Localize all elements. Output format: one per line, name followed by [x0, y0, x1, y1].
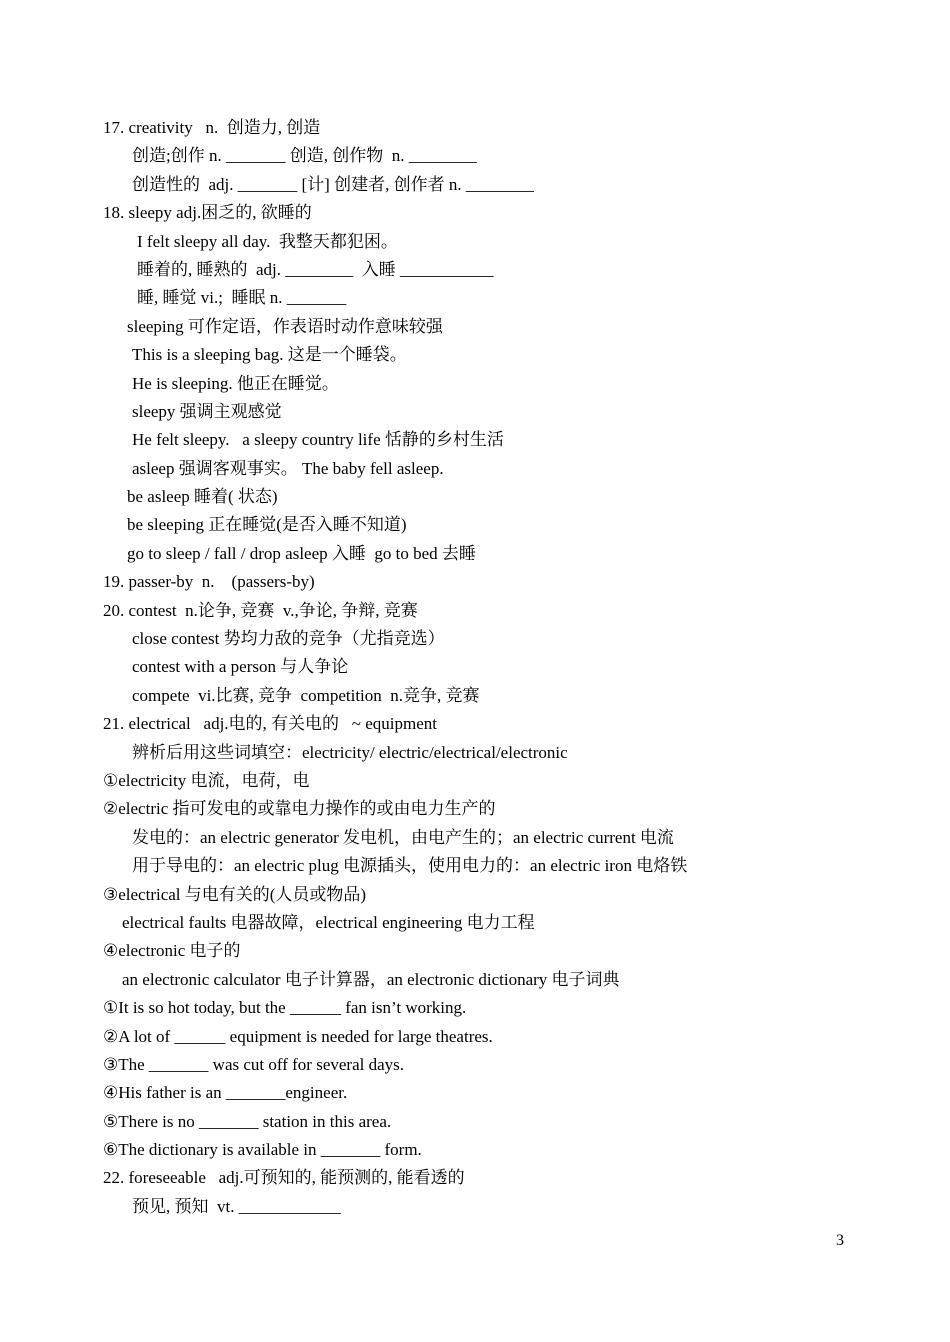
entry-21-instruction: 辨析后用这些词填空：electricity/ electric/electrical/electronic: [132, 742, 568, 762]
entry-17-exercise-line: 创造性的 adj. _______ [计] 创建者, 创作者 n. ________: [132, 174, 534, 194]
entry-18-example: This is a sleeping bag. 这是一个睡袋。: [132, 345, 407, 365]
entry-21-example: electrical faults 电器故障，electrical engineering 电力工程: [122, 912, 535, 932]
entry-18-example: He is sleeping. 他正在睡觉。: [132, 373, 339, 393]
exercise-sentence: ①It is so hot today, but the ______ fan isn’t working.: [103, 998, 467, 1018]
exercise-sentence: ④His father is an _______engineer.: [103, 1083, 348, 1103]
entry-21-heading: 21. electrical adj.电的, 有关电的 ~ equipment: [103, 714, 438, 734]
entry-22-heading: 22. foreseeable adj.可预知的, 能预测的, 能看透的: [103, 1168, 465, 1188]
entry-18-phrase: be asleep 睡着( 状态): [127, 487, 278, 507]
entry-18-phrase: go to sleep / fall / drop asleep 入睡 go to bed 去睡: [127, 543, 476, 563]
document-body: [0, 114, 950, 1221]
entry-21-definition: ①electricity 电流，电荷，电: [103, 770, 310, 790]
entry-20-heading: 20. contest n.论争, 竞赛 v.,争论, 争辩, 竞赛: [103, 600, 418, 620]
entry-17-heading: 17. creativity n. 创造力, 创造: [103, 118, 321, 137]
entry-21-example: 用于导电的：an electric plug 电源插头，使用电力的：an electric iron 电烙铁: [132, 856, 688, 876]
entry-17-exercise-line: 创造;创作 n. _______ 创造, 创作物 n. ________: [132, 146, 477, 166]
entry-18-heading: 18. sleepy adj.困乏的, 欲睡的: [103, 203, 312, 223]
entry-18-note: asleep 强调客观事实。 The baby fell asleep.: [132, 458, 444, 478]
exercise-sentence: ⑤There is no _______ station in this area.: [103, 1111, 392, 1131]
entry-22-exercise-line: 预见, 预知 vt. ____________: [132, 1196, 341, 1216]
entry-20-phrase: close contest 势均力敌的竞争（尤指竞选）: [132, 629, 445, 649]
entry-18-phrase: be sleeping 正在睡觉(是否入睡不知道): [127, 515, 407, 535]
entry-19-heading: 19. passer-by n. (passers-by): [103, 572, 315, 592]
entry-18-example: He felt sleepy. a sleepy country life 恬静的乡村生活: [132, 430, 504, 450]
entry-21-example: 发电的：an electric generator 发电机，由电产生的；an electric current 电流: [132, 827, 674, 847]
entry-20-phrase: contest with a person 与人争论: [132, 657, 349, 677]
entry-18-example: I felt sleepy all day. 我整天都犯困。: [137, 231, 398, 251]
exercise-sentence: ⑥The dictionary is available in _______ form.: [103, 1140, 422, 1160]
entry-20-phrase: compete vi.比赛, 竞争 competition n.竞争, 竞赛: [132, 685, 480, 705]
entry-21-definition: ③electrical 与电有关的(人员或物品): [103, 884, 367, 904]
entry-18-exercise-line: 睡, 睡觉 vi.; 睡眠 n. _______: [137, 288, 347, 308]
page-number: 3: [836, 1232, 844, 1249]
entry-21-definition: ④electronic 电子的: [103, 941, 241, 961]
entry-18-note: sleepy 强调主观感觉: [132, 401, 282, 421]
entry-21-definition: ②electric 指可发电的或靠电力操作的或由电力生产的: [103, 799, 496, 819]
entry-18-exercise-line: 睡着的, 睡熟的 adj. ________ 入睡 ___________: [137, 259, 494, 279]
entry-21-example: an electronic calculator 电子计算器，an electronic dictionary 电子词典: [122, 969, 620, 989]
exercise-sentence: ③The _______ was cut off for several days.: [103, 1054, 405, 1074]
exercise-sentence: ②A lot of ______ equipment is needed for large theatres.: [103, 1026, 493, 1046]
entry-18-note: sleeping 可作定语，作表语时动作意味较强: [127, 316, 443, 336]
